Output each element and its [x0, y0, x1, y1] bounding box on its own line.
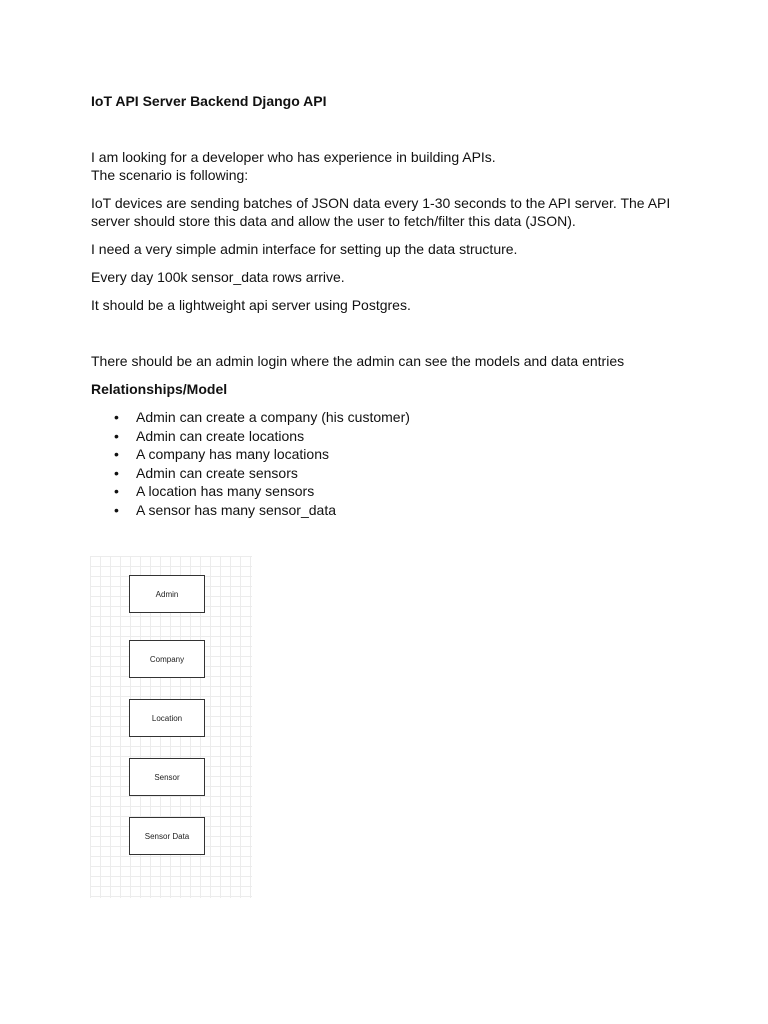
bullet-icon: • — [114, 427, 119, 444]
list-item — [91, 427, 410, 446]
intro-line-1: I am looking for a developer who has experience in building APIs. — [91, 149, 496, 165]
diagram-box-sensor: Sensor — [129, 758, 205, 796]
relationships-heading: Relationships/Model — [91, 381, 228, 397]
diagram-box-location: Location — [129, 699, 205, 737]
bullet-icon: • — [114, 409, 119, 425]
model-diagram — [90, 556, 252, 898]
diagram-box-admin: Admin — [129, 575, 205, 613]
list-item — [91, 464, 410, 483]
diagram-box-company: Company — [129, 640, 205, 678]
scenario-line-2: server should store this data and allow the user to fetch/filter this data (JSON). — [91, 213, 576, 229]
admin-login-paragraph: There should be an admin login where the admin can see the models and data entries — [91, 353, 625, 369]
list-item-text: Admin can create sensors — [136, 464, 298, 481]
list-item-text: A company has many locations — [136, 446, 329, 463]
list-item-text: Admin can create a company (his customer) — [136, 409, 410, 425]
list-item — [91, 408, 410, 427]
list-item — [91, 482, 410, 501]
list-item — [91, 445, 410, 464]
relationships-list — [91, 408, 410, 520]
bullet-icon: • — [114, 464, 119, 481]
list-item — [91, 501, 410, 520]
bullet-icon: • — [114, 446, 119, 463]
lightweight-paragraph: It should be a lightweight api server using Postgres. — [91, 297, 411, 313]
daily-rows-paragraph: Every day 100k sensor_data rows arrive. — [91, 269, 345, 285]
bullet-icon: • — [114, 483, 119, 500]
scenario-line-1: IoT devices are sending batches of JSON data every 1-30 seconds to the API server. The API — [91, 195, 671, 211]
list-item-text: A location has many sensors — [136, 483, 315, 500]
admin-interface-paragraph: I need a very simple admin interface for setting up the data structure. — [91, 241, 518, 257]
diagram-box-sensor-data: Sensor Data — [129, 817, 205, 855]
list-item-text: Admin can create locations — [136, 427, 305, 444]
intro-line-2: The scenario is following: — [91, 167, 249, 183]
bullet-icon: • — [114, 501, 119, 518]
document-title: IoT API Server Backend Django API — [91, 93, 327, 109]
list-item-text: A sensor has many sensor_data — [136, 501, 337, 518]
